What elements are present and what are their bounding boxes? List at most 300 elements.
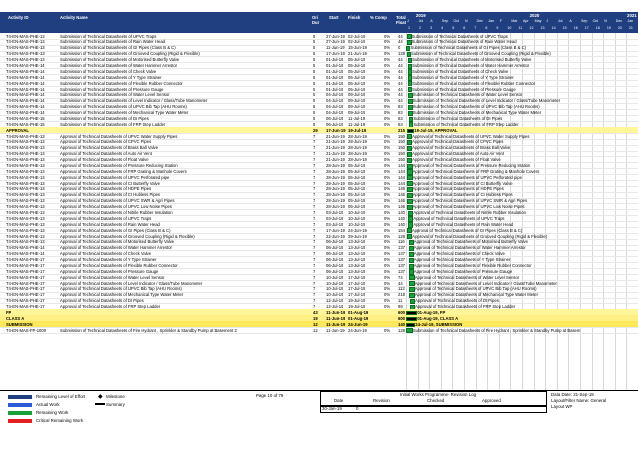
total-float: 44 [398, 80, 403, 86]
percent-complete: 0% [384, 251, 391, 257]
original-duration: 7 [313, 145, 316, 151]
start-date: 03-Jul-19 [326, 215, 344, 221]
start-date: 22-Jun-19 [326, 233, 345, 239]
activity-id: T4-EN-MAS-PHE-13 [6, 233, 45, 239]
original-duration: 7 [313, 139, 316, 145]
original-duration: 7 [313, 157, 316, 163]
finish-date: 24-Jun-19 [348, 327, 367, 333]
revlog-date-value: 30-Jan-19 [322, 406, 342, 411]
gantt-bar-label: Approval of Technical Datasheets of HDPE Pipes [412, 186, 504, 192]
percent-complete: 0% [384, 298, 391, 304]
header-finish[interactable]: Finish [348, 15, 361, 20]
original-duration: 5 [313, 57, 316, 63]
total-float: 44 [398, 92, 403, 98]
finish-date: 05-Jul-19 [348, 186, 366, 192]
gantt-bar-label: 24-Jul-19, SUBMISSION [415, 321, 463, 327]
start-date: 28-Jun-19 [326, 204, 345, 210]
total-float: 140 [398, 221, 405, 227]
start-date: 17-Jun-19 [326, 227, 345, 233]
revlog-rev-value: 0 [356, 406, 359, 411]
timeline-period: 12 [529, 26, 534, 30]
finish-date: 13-Jul-19 [348, 251, 366, 257]
header-start[interactable]: Start [329, 15, 339, 20]
activity-id: T4-EN-MAS-PHE-17 [6, 268, 45, 274]
activity-name: Approval of Technical Datasheets of Float Valve [60, 157, 149, 163]
total-float: 146 [398, 192, 405, 198]
activity-name: Submission of Technical Datasheets of FRP Step Ladder [60, 121, 166, 127]
summary-icon [95, 403, 105, 405]
activity-name: Approval of Technical Datasheets of Level Indicator / Glass/Tube Manometer [60, 280, 203, 286]
original-duration: 7 [313, 304, 316, 310]
original-duration: 5 [313, 110, 316, 116]
activity-name: Approval of Technical Datasheets of UPVC Water Supply Pipes [60, 133, 178, 139]
gantt-bar-label: Approval of Technical Datasheets of Grooved Coupling (Rigid & Flexible) [412, 233, 547, 239]
timeline-month: Dec [615, 19, 623, 23]
percent-complete: 0% [384, 257, 391, 263]
activity-name: Approval of Technical Datasheets of HDPE Pipes [60, 186, 152, 192]
original-duration: 7 [313, 262, 316, 268]
original-duration: 7 [313, 280, 316, 286]
percent-complete: 0% [384, 280, 391, 286]
percent-complete: 0% [384, 68, 391, 74]
gantt-bar-label: Approval of Technical Datasheets of Water Hammer Arrestor [413, 245, 526, 251]
start-date: 27-Jun-19 [326, 33, 345, 39]
activity-name: Submission of Technical Datasheets of Pressure Gauge [60, 86, 164, 92]
gantt-bar-label: Approval of Technical Datasheets of CI Butterfly Valve [412, 180, 513, 186]
finish-date: 13-Jul-19 [348, 268, 366, 274]
timeline-year: 2020 [529, 13, 540, 18]
gantt-bar-label: Submission of Technical Datasheets of Rain Water Head [411, 39, 517, 45]
header-activity-id[interactable]: Activity ID [8, 15, 29, 20]
total-float: 146 [398, 186, 405, 192]
finish-date: 05-Jul-19 [348, 174, 366, 180]
original-duration: 7 [313, 274, 316, 280]
timeline-month: N [604, 19, 607, 23]
activity-id: T4-EN-MAS-PHE-15 [6, 121, 45, 127]
timeline-period: 9 [496, 26, 499, 30]
gantt-bar-label: Approval of Technical Datasheets of UPVC SWR & Agri Pipes [412, 198, 528, 204]
milestone-icon: ◆ [98, 394, 103, 400]
timeline-month: Oct [453, 19, 459, 23]
finish-date: 02-Jul-19 [348, 33, 366, 39]
timeline-month: Oct [592, 19, 599, 23]
percent-complete: 0% [384, 39, 391, 45]
finish-date: 01-Aug-19 [348, 309, 369, 315]
gantt-bar-label: Approval of Technical Datasheets of Check Valve [413, 251, 505, 257]
gantt-bar-label: Submission of Technical Datasheets of Water Hammer Arrestor [412, 62, 530, 68]
start-date: 21-Jun-19 [326, 139, 345, 145]
revision-log-title: Initial Works Programme- Revision Log [400, 392, 477, 397]
timeline-month: May [534, 19, 542, 23]
timeline-month: Mar [511, 19, 518, 23]
activity-name: Approval of Technical Datasheets of Water Level Sensor [60, 274, 165, 280]
start-date: 06-Jul-19 [326, 239, 344, 245]
percent-complete: 0% [384, 157, 391, 163]
gantt-bar-label: Submission of Technical Datasheets of FRP Step Ladder [413, 121, 519, 127]
activity-name: Submission of Technical Datasheets of Check Valve [60, 68, 157, 74]
revlog-col-checked: Checked [427, 398, 445, 403]
activity-id: T4-EN-MAS-PHE-17 [6, 262, 45, 268]
activity-name: Submission of Technical Datasheets of Water Level Sensor [60, 92, 170, 98]
total-float: 44 [398, 74, 403, 80]
gantt-bar-label: 01-Aug-19, CLASS A [417, 315, 459, 321]
activity-id: T4-EN-MAS-PHE-17 [6, 292, 45, 298]
start-date: 11-Jun-19 [326, 45, 345, 51]
finish-date: 28-Jun-19 [348, 151, 367, 157]
total-float: 137 [398, 245, 405, 251]
start-date: 28-Jun-19 [326, 198, 345, 204]
finish-date: 28-Jun-19 [348, 133, 367, 139]
total-float: 218 [398, 292, 405, 298]
start-date: 10-Jul-19 [326, 274, 344, 280]
finish-date: 05-Jul-19 [348, 62, 366, 68]
percent-complete: 0% [384, 262, 391, 268]
percent-complete: 0% [384, 198, 391, 204]
percent-complete: 0% [384, 292, 391, 298]
gantt-bar-label: Approval of Technical Datasheets of Auto Air Vent [412, 151, 505, 157]
finish-date: 21-Jun-19 [348, 51, 367, 57]
percent-complete: 0% [384, 168, 391, 174]
finish-date: 13-Jul-19 [348, 239, 366, 245]
finish-date: 28-Jun-19 [348, 145, 367, 151]
finish-date: 05-Jul-19 [348, 74, 366, 80]
start-date: 06-Jul-19 [326, 257, 344, 263]
data-date: Data Date: 21-Sep-19 [551, 392, 594, 397]
original-duration: 7 [313, 204, 316, 210]
activity-id: APPROVAL [6, 127, 29, 133]
header-activity-name[interactable]: Activity Name [60, 15, 88, 20]
timeline-month: Dec [476, 19, 483, 23]
original-duration: 5 [313, 45, 316, 51]
percent-complete: 0% [384, 304, 391, 310]
start-date: 17-Jun-19 [326, 127, 346, 133]
start-date: 21-Jun-19 [326, 133, 345, 139]
finish-date: 11-Jul-19 [348, 121, 366, 127]
activity-name: Approval of Technical Datasheets of FRP Grating & Manhole Covers [60, 168, 187, 174]
finish-date: 09-Jul-19 [348, 92, 366, 98]
finish-date: 09-Jul-19 [348, 98, 366, 104]
original-duration: 5 [313, 62, 316, 68]
timeline-period: 10 [507, 26, 512, 30]
finish-date: 28-Jun-19 [348, 157, 367, 163]
timeline-header [406, 12, 638, 33]
timeline-month: Jul [557, 19, 563, 23]
activity-name: Approval of Technical Datasheets of UPVC Bib Tap (AHU Rooms) [60, 286, 182, 292]
gantt-bar-label: Submission of Technical Datasheets of UPVC Traps [411, 33, 508, 39]
finish-date: 19-Jul-19 [348, 298, 366, 304]
revision-log-row [320, 405, 547, 413]
activity-id: T4-EN-MAS-PHE-14 [6, 245, 45, 251]
original-duration: 5 [313, 51, 316, 57]
gantt-bar-label: Submission of Technical Datasheets of Y Type Strainer [412, 74, 514, 80]
finish-date: 01-Aug-19 [348, 315, 369, 321]
original-duration: 7 [313, 133, 316, 139]
original-duration: 7 [313, 192, 316, 198]
activity-name: Approval of Technical Datasheets of Mechanical Type Water Meter [60, 292, 184, 298]
original-duration: 7 [313, 198, 316, 204]
gantt-bar-label: Approval of Technical Datasheets of UPVC Traps [413, 215, 505, 221]
start-date: 28-Jun-19 [326, 192, 345, 198]
legend-milestone: Milestone [106, 394, 125, 399]
original-duration: 7 [313, 215, 316, 221]
activity-name: Approval of Technical Datasheets of UPVC Low Noise Pipes [60, 204, 172, 210]
original-duration: 5 [313, 121, 316, 127]
activity-name: Submission of Technical Datasheets of GI Pipes (Class B & C) [60, 45, 176, 51]
activity-name: Approval of Technical Datasheets of CPVC Pipes [60, 139, 152, 145]
activity-name: Submission of Technical Datasheets of Fire Hydrant , Sprinkler & Standby Pump at Basement 2 [60, 327, 237, 333]
timeline-month: Jan [627, 19, 634, 23]
percent-complete: 0% [384, 245, 391, 251]
activity-id: T4-EN-MAS-PHE-13 [6, 209, 45, 215]
activity-name: Approval of Technical Datasheets of UPVC SWR & Agri Pipes [60, 198, 175, 204]
gantt-bar[interactable] [406, 328, 413, 333]
percent-complete: 0% [384, 51, 391, 57]
percent-complete: 0% [384, 45, 391, 51]
timeline-period: 21 [628, 26, 633, 30]
start-date: 01-Jul-19 [326, 62, 344, 68]
timeline-month: A [430, 19, 433, 23]
percent-complete: 0% [384, 80, 391, 86]
gantt-bar-label: Approval of Technical Datasheets of Y Type Strainer [413, 257, 511, 263]
activity-id: T4-EN-MAS-PHE-14 [6, 104, 45, 110]
activity-name: Approval of Technical Datasheets of CI Butterfly Valve [60, 180, 160, 186]
total-float: 150 [398, 157, 405, 163]
gantt-bar-label: Approval of Technical Datasheets of Pressure Reducing Station [412, 162, 531, 168]
finish-date: 05-Jul-19 [348, 57, 366, 63]
legend-swatch-critical-work [8, 419, 32, 423]
total-float: 137 [398, 262, 405, 268]
activity-name: Submission of Technical Datasheets of Water Hammer Arrestor [60, 62, 178, 68]
page-number: Page 10 of 79 [256, 393, 284, 398]
gantt-bar-label: Approval of Technical Datasheets of Flexible Rubber Connector [413, 262, 532, 268]
activity-name: Submission of Technical Datasheets of Motorised Butterfly Valve [60, 57, 180, 63]
percent-complete: 0% [384, 174, 391, 180]
percent-complete: 0% [384, 104, 391, 110]
finish-date: 15-Jun-19 [348, 45, 367, 51]
timeline-month: J [546, 19, 548, 23]
timeline-period: 3 [430, 26, 433, 30]
activity-id: T4-EN-MAS-PHE-13 [6, 139, 45, 145]
timeline-period: 7 [474, 26, 477, 30]
timeline-period: 17 [584, 26, 589, 30]
gantt-bar-label: Approval of Technical Datasheets of GI Pipes (Class B & C) [411, 227, 523, 233]
timeline-year: 2019 [415, 13, 426, 18]
finish-date: 28-Jun-19 [348, 139, 367, 145]
gantt-bar-label: 01-Aug-19, FP [417, 309, 446, 315]
timeline-year: 2021 [627, 13, 637, 18]
revlog-col-date: Date [334, 398, 344, 403]
percent-complete: 0% [384, 204, 391, 210]
start-date: 01-Jul-19 [326, 74, 344, 80]
activity-id: T4-EN-MAS-PHE-17 [6, 304, 45, 310]
percent-complete: 0% [384, 209, 391, 215]
activity-id: T4-EN-MAS-PHE-14 [6, 98, 45, 104]
activity-name: Submission of Technical Datasheets of Mechanical Type Water Meter [60, 110, 189, 116]
activity-name: Submission of Technical Datasheets of Grooved Coupling (Rigid & Flexible) [60, 51, 200, 57]
percent-complete: 0% [384, 110, 391, 116]
timeline-period: 13 [540, 26, 545, 30]
revlog-col-revision: Revision [373, 398, 390, 403]
finish-date: 05-Jul-19 [348, 198, 366, 204]
start-date: 11-Jun-19 [326, 309, 346, 315]
original-duration: 19 [313, 315, 318, 321]
activity-id: T4-EN-MAS-PHE-13 [6, 239, 45, 245]
start-date: 11-Jun-19 [326, 321, 346, 327]
activity-id: T4-EN-MAS-PHE-14 [6, 251, 45, 257]
header-pct-complete[interactable]: % Comp [370, 15, 387, 20]
timeline-month: Jul [418, 19, 424, 23]
original-duration: 7 [313, 251, 316, 257]
header-orig-dur[interactable]: Ori Dur [312, 15, 320, 25]
total-float: 44 [398, 68, 403, 74]
finish-date: 05-Jul-19 [348, 168, 366, 174]
activity-id: FP [6, 309, 12, 315]
finish-date: 10-Jul-19 [348, 209, 366, 215]
percent-complete: 0% [384, 92, 391, 98]
gantt-bar-label: Submission of Technical Datasheets of Check Valve [412, 68, 509, 74]
original-duration: 7 [313, 227, 316, 233]
total-float: 63 [398, 104, 403, 110]
percent-complete: 0% [384, 239, 391, 245]
total-float: 600 [398, 309, 405, 315]
activity-id: T4-EN-MAS-PHE-13 [6, 162, 45, 168]
total-float: 44 [398, 280, 403, 286]
activity-name: Approval of Technical Datasheets of Check Valve [60, 251, 152, 257]
gantt-bar-label: Approval of Technical Datasheets of Rain Water Head [413, 221, 514, 227]
percent-complete: 0% [384, 139, 391, 145]
activity-name: Approval of Technical Datasheets of Motorised Butterfly Valve [60, 239, 175, 245]
finish-date: 29-Jun-19 [348, 233, 367, 239]
start-date: 06-Jul-19 [326, 268, 344, 274]
activity-id: T4-EN-MAS-PHE-13 [6, 133, 45, 139]
total-float: 63 [398, 121, 403, 127]
timeline-period: 14 [551, 26, 556, 30]
start-date: 06-Jul-19 [326, 121, 344, 127]
gantt-bar-label: Approval of Technical Datasheets of FRP Step Ladder [415, 304, 516, 310]
original-duration: 5 [313, 80, 316, 86]
timeline-period: 5 [452, 26, 455, 30]
total-float: 128 [398, 51, 405, 57]
activity-name: Approval of Technical Datasheets of DI Pipes [60, 298, 144, 304]
activity-id: T4-EN-MAS-PHE-13 [6, 186, 45, 192]
finish-date: 05-Jul-19 [348, 86, 366, 92]
total-float: 150 [398, 139, 405, 145]
total-float: 144 [398, 168, 405, 174]
original-duration: 7 [313, 298, 316, 304]
total-float: 0 [398, 45, 401, 51]
total-float: 44 [398, 39, 403, 45]
activity-id: T4-EN-MAS-PHE-13 [6, 174, 45, 180]
start-date: 04-Jul-19 [326, 92, 344, 98]
activity-id: T4-EN-MAS-PHE-14 [6, 86, 45, 92]
activity-id: T4-EN-MAS-PHE-14 [6, 68, 45, 74]
activity-id: T4-EN-MAS-PHE-13 [6, 151, 45, 157]
total-float: 140 [398, 321, 405, 327]
gantt-bar-label: Approval of Technical Datasheets of Brass Ball Valve [412, 145, 511, 151]
percent-complete: 0% [384, 98, 391, 104]
total-float: 116 [398, 239, 405, 245]
activity-id: T4-EN-MAS-PHE-17 [6, 274, 45, 280]
gantt-bar-label: Approval of Technical Datasheets of Nitrile Rubber Insulation [413, 209, 526, 215]
timeline-period: 15 [562, 26, 567, 30]
percent-complete: 0% [384, 268, 391, 274]
finish-date: 11-Jul-19 [348, 115, 366, 121]
start-date: 12-Jul-19 [326, 304, 344, 310]
revlog-col-approved: Approved [482, 398, 501, 403]
start-date: 11-Jun-19 [326, 315, 346, 321]
finish-date: 13-Jul-19 [348, 245, 366, 251]
finish-date: 09-Jul-19 [348, 104, 366, 110]
finish-date: 05-Jul-19 [348, 68, 366, 74]
gantt-bar-label: Submission of Technical Datasheets of Water Level Sensor [412, 92, 523, 98]
header-total-float[interactable]: Total Float [396, 15, 407, 25]
original-duration: 5 [313, 92, 316, 98]
activity-id: T4-EN-MAS-FP-1000 [6, 327, 47, 333]
legend-swatch-actual-work [8, 403, 32, 407]
activity-id: T4-EN-MAS-PHE-13 [6, 57, 45, 63]
timeline-month: J [407, 19, 409, 23]
gantt-bar-label: Approval of Technical Datasheets of CPVC Pipes [412, 139, 504, 145]
finish-date: 05-Jul-19 [348, 80, 366, 86]
legend-summary: Summary [106, 402, 125, 407]
start-date: 28-Jun-19 [326, 168, 345, 174]
timeline-period: 2 [419, 26, 422, 30]
activity-id: T4-EN-MAS-PHE-13 [6, 145, 45, 151]
table-row[interactable] [0, 327, 638, 334]
percent-complete: 0% [384, 274, 391, 280]
gantt-bar-label: Approval of Technical Datasheets of FRP Grating & Manhole Covers [412, 168, 540, 174]
original-duration: 5 [313, 39, 316, 45]
original-duration: 12 [313, 321, 318, 327]
total-float: 137 [398, 268, 405, 274]
percent-complete: 0% [384, 233, 391, 239]
activity-name: Submission of Technical Datasheets of Rain Water Head [60, 39, 165, 45]
total-float: 63 [398, 115, 403, 121]
finish-date: 17-Jul-19 [348, 280, 366, 286]
total-float: 128 [398, 327, 405, 333]
start-date: 01-Jul-19 [326, 68, 344, 74]
original-duration: 7 [313, 174, 316, 180]
finish-date: 10-Jul-19 [348, 215, 366, 221]
activity-id: T4-EN-MAS-PHE-17 [6, 280, 45, 286]
gantt-bar-label: Approval of Technical Datasheets of UPVC Water Supply Pipes [412, 133, 530, 139]
original-duration: 7 [313, 286, 316, 292]
activity-id: T4-EN-MAS-PHE-15 [6, 115, 45, 121]
gantt-bar-label: Approval of Technical Datasheets of UPVC Bib Tap (AHU Rooms) [414, 286, 537, 292]
activity-id: T4-EN-MAS-PHE-13 [6, 39, 45, 45]
percent-complete: 0% [384, 86, 391, 92]
start-date: 28-Jun-19 [326, 186, 345, 192]
original-duration: 5 [313, 104, 316, 110]
gantt-bar-label: Submission of Technical Datasheets of Fire Hydrant , Sprinkler & Standby Pump at Basem [412, 327, 581, 333]
total-float: 113 [398, 286, 405, 292]
percent-complete: 0% [384, 121, 391, 127]
original-duration: 7 [313, 221, 316, 227]
percent-complete: 0% [384, 327, 391, 333]
percent-complete: 0% [384, 215, 391, 221]
activity-id: T4-EN-MAS-PHE-13 [6, 157, 45, 163]
legend-remaining-work: Remaining Work [36, 410, 69, 415]
gantt-bar-label: Submission of Technical Datasheets of UPVC Bib Tap (AHU Rooms) [412, 104, 540, 110]
start-date: 10-Jul-19 [326, 292, 344, 298]
start-date: 01-Jul-19 [326, 80, 344, 86]
activity-name: Approval of Technical Datasheets of Flexible Rubber Connector [60, 262, 178, 268]
activity-name: Approval of Technical Datasheets of Y Type Strainer [60, 257, 157, 263]
timeline-period: 19 [606, 26, 611, 30]
finish-date: 05-Jul-19 [348, 204, 366, 210]
total-float: 144 [398, 174, 405, 180]
activity-id: T4-EN-MAS-PHE-14 [6, 92, 45, 98]
